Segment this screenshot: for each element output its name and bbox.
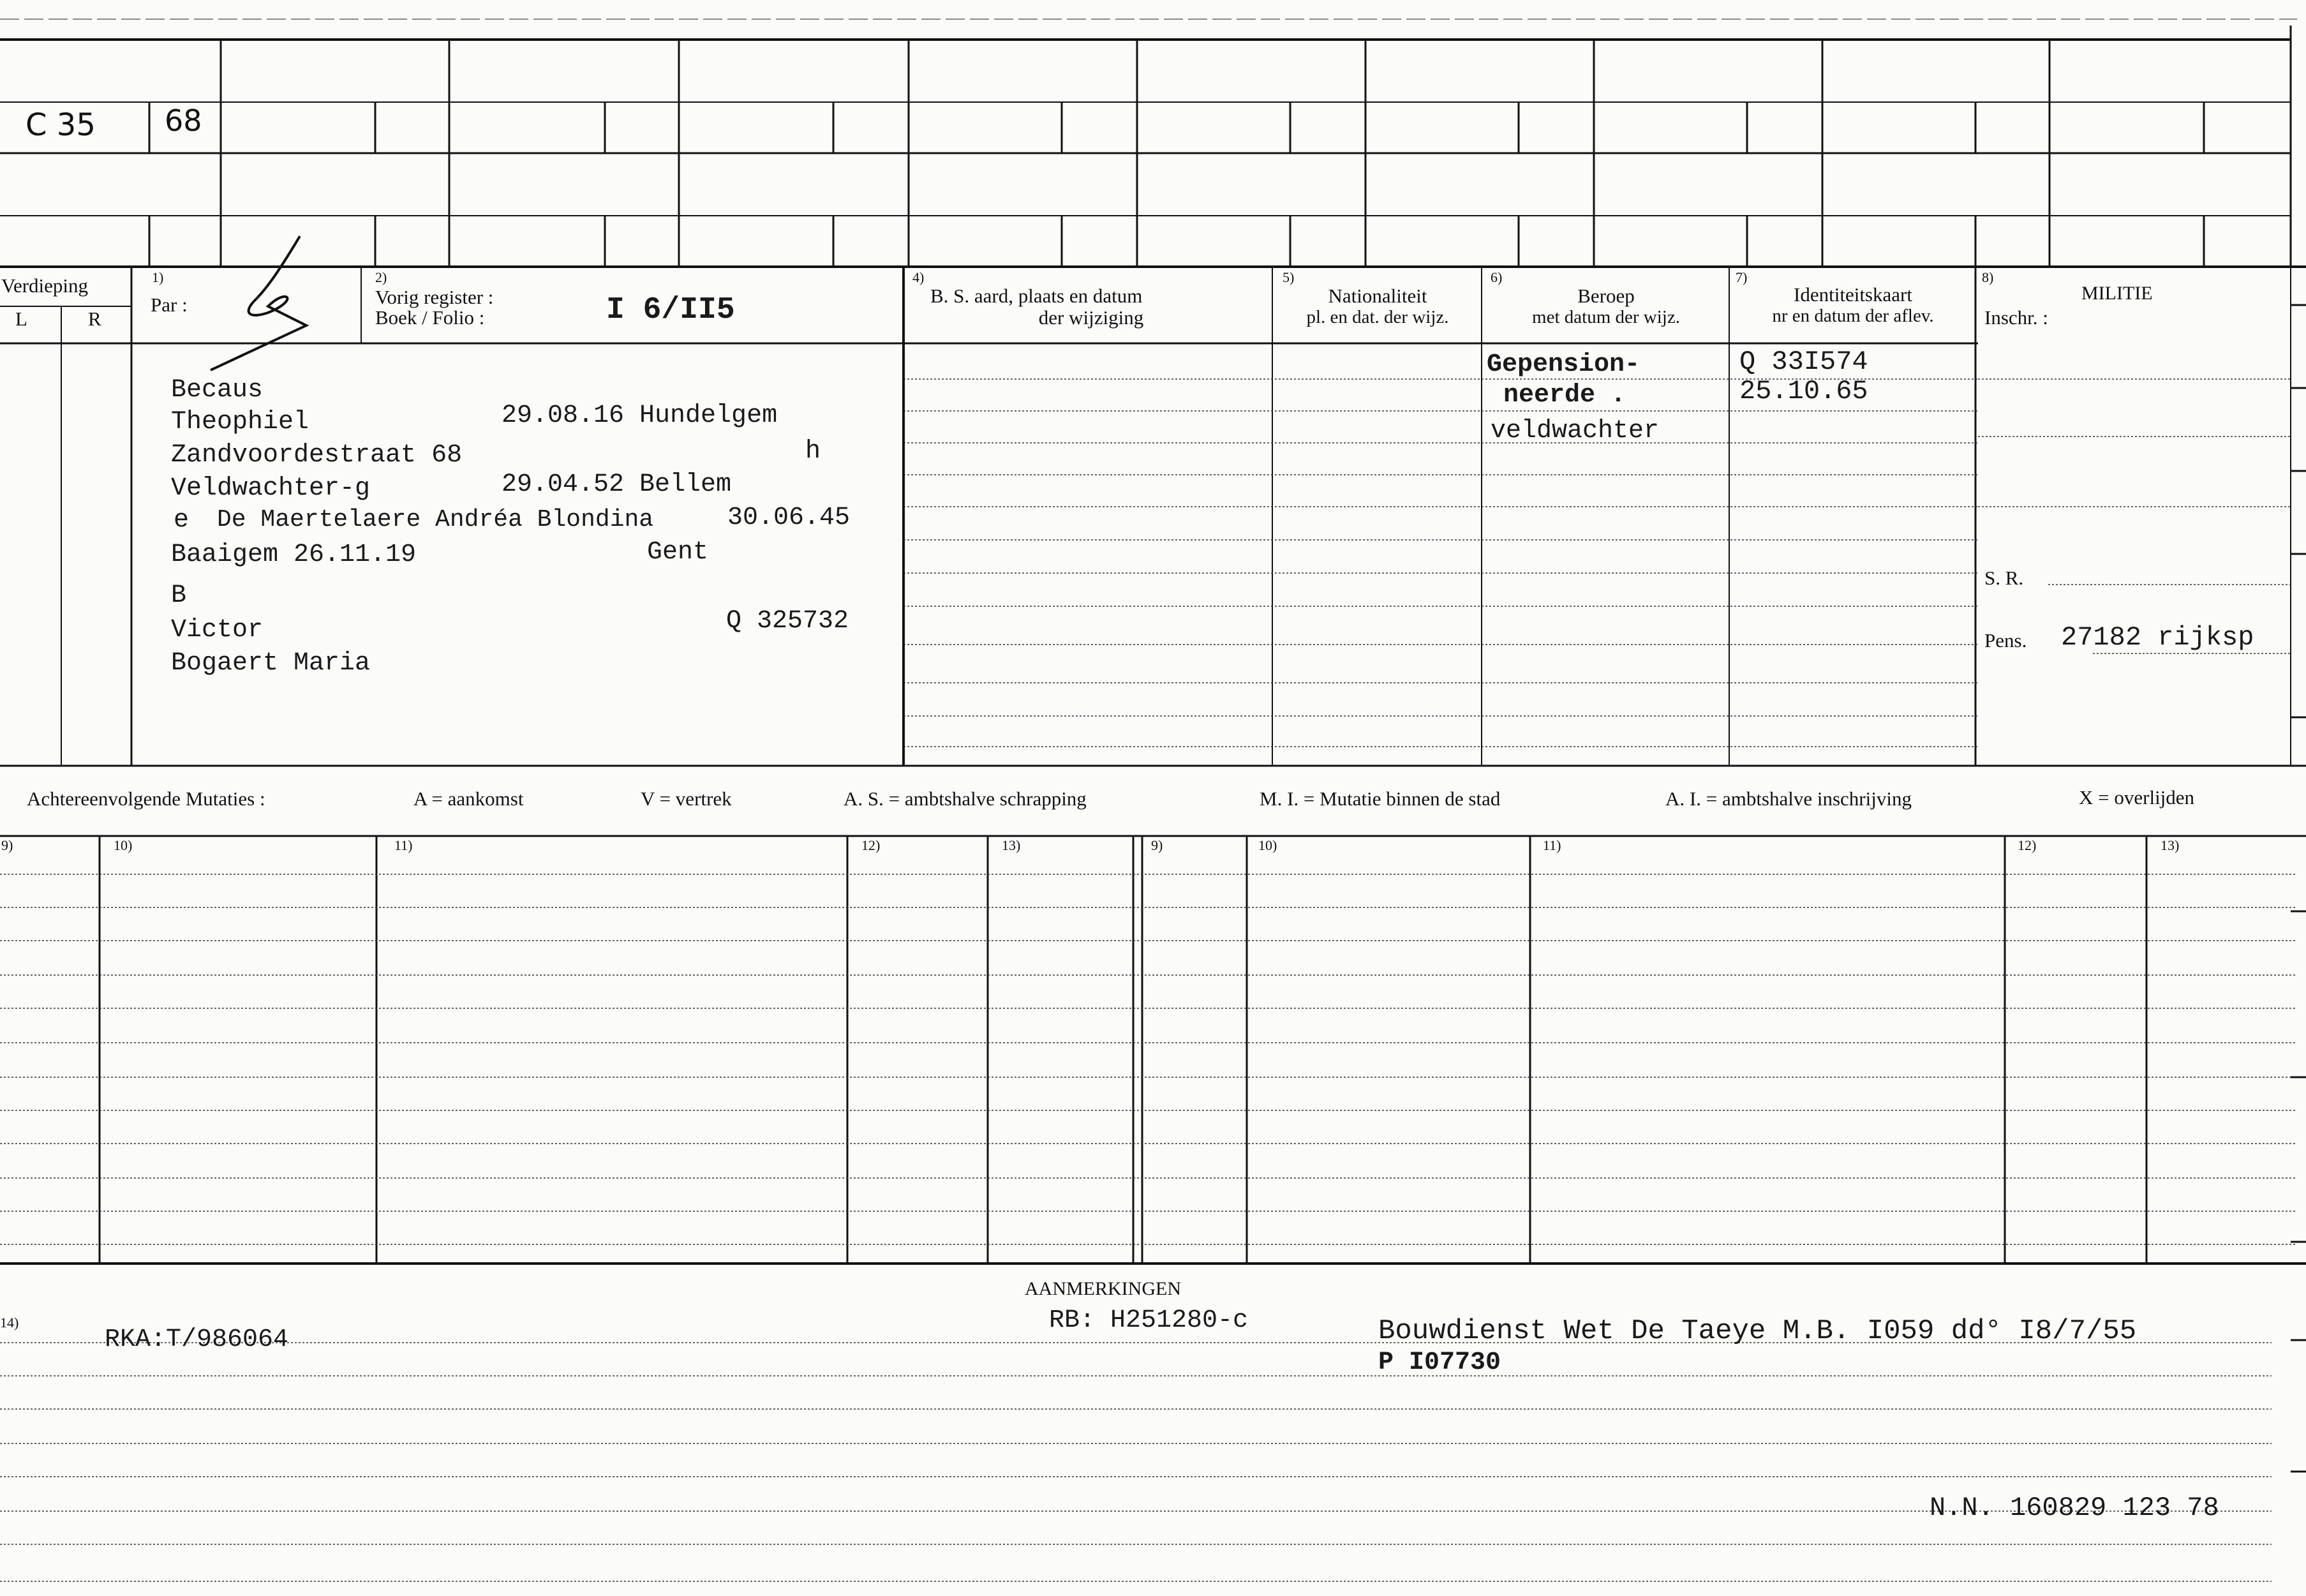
col6-line1: Beroep [1577,285,1635,307]
legend-vertrek: V = vertrek [641,787,732,810]
nn-number: N.N. 160829 123 78 [1930,1493,2219,1523]
col14-number: 14) [0,1315,19,1331]
legend-aankomst: A = aankomst [413,787,524,810]
legend-ambtshalve-schrapping: A. S. = ambtshalve schrapping [844,787,1087,810]
mut-col9-right: 9) [1151,837,1163,853]
occupation-date-place: 29.04.52 Bellem [502,470,732,499]
mut-col13-left: 13) [1002,837,1021,853]
beroep-line1: Gepension- [1487,350,1640,379]
spouse-birth: Baaigem 26.11.19 [171,541,417,569]
mut-col12-right: 12) [2018,837,2037,853]
occupation: Veldwachter-g [171,474,371,503]
col5-number: 5) [1283,269,1295,285]
col4-line1: B. S. aard, plaats en datum [930,285,1143,307]
spouse-city: Gent [647,538,709,567]
mut-col10-left: 10) [114,837,133,853]
col5-line1: Nationaliteit [1328,285,1427,307]
mutaties-title: Achtereenvolgende Mutaties : [27,787,265,810]
col7-number: 7) [1736,269,1748,285]
col7-line2: nr en datum der aflev. [1772,306,1934,326]
mut-col12-left: 12) [861,837,881,853]
mut-col10-right: 10) [1258,837,1277,853]
father-name: Victor [171,616,264,645]
col1-number: 1) [152,269,164,285]
mut-col11-left: 11) [394,837,413,853]
vorig-register-label: Vorig register : [375,286,494,308]
surname: Becaus [171,376,264,405]
col6-number: 6) [1491,269,1503,285]
legend-mutatie-binnen-stad: M. I. = Mutatie binnen de stad [1260,787,1501,810]
birth-date-place: 29.08.16 Hundelgem [502,401,778,430]
identiteitskaart-number: Q 33I574 [1739,347,1868,377]
inschr-label: Inschr. : [1984,306,2048,329]
register-code: C 35 [26,107,96,143]
mother-name: Bogaert Maria [171,649,371,678]
pens-value: 27182 rijksp [2061,622,2254,653]
col5-line2: pl. en dat. der wijz. [1306,307,1449,327]
verdieping-title: Verdieping [1,274,89,297]
vorig-register-value: I 6/II5 [606,293,735,327]
legend-ambtshalve-inschrijving: A. I. = ambtshalve inschrijving [1665,787,1912,810]
legend-overlijden: X = overlijden [2079,786,2195,809]
militie-title: MILITIE [2081,283,2153,304]
beroep-line2: neerde . [1503,381,1626,410]
register-number: 68 [165,103,202,138]
verdieping-right: R [88,308,101,330]
col6-line2: met datum der wijz. [1532,307,1680,327]
mark-b: B [171,581,187,610]
col4-number: 4) [912,269,925,285]
rb-number: RB: H251280-c [1049,1306,1249,1335]
firstname: Theophiel [171,408,309,436]
identiteitskaart-date: 25.10.65 [1739,376,1868,406]
col2-number: 2) [375,269,387,285]
p-number: P I07730 [1378,1348,1501,1377]
mut-col9-left: 9) [1,837,13,853]
mut-col11-right: 11) [1543,837,1561,853]
address: Zandvoordestraat 68 [171,441,463,470]
sr-label: S. R. [1984,567,2024,589]
col4-line2: der wijziging [1038,306,1144,329]
rka-number: RKA:T/986064 [105,1325,289,1354]
spouse-prefix: e [174,506,190,535]
beroep-line3: veldwachter [1491,417,1660,445]
col7-line1: Identiteitskaart [1794,283,1912,306]
pens-label: Pens. [1984,629,2027,652]
mut-col13-right: 13) [2161,837,2180,853]
boek-folio-label: Boek / Folio : [375,306,485,329]
verdieping-left: L [15,308,27,330]
spouse-marriage-date: 30.06.45 [727,503,851,532]
mark-h: h [805,437,821,466]
col8-number: 8) [1982,269,1994,285]
par-label: Par : [151,294,188,316]
spouse-name: De Maertelaere Andréa Blondina [217,506,654,533]
bouwdienst-note: Bouwdienst Wet De Taeye M.B. I059 dd° I8/7/55 [1378,1315,2137,1347]
id-number-person: Q 325732 [726,607,849,636]
aanmerkingen-title: AANMERKINGEN [1025,1278,1181,1299]
